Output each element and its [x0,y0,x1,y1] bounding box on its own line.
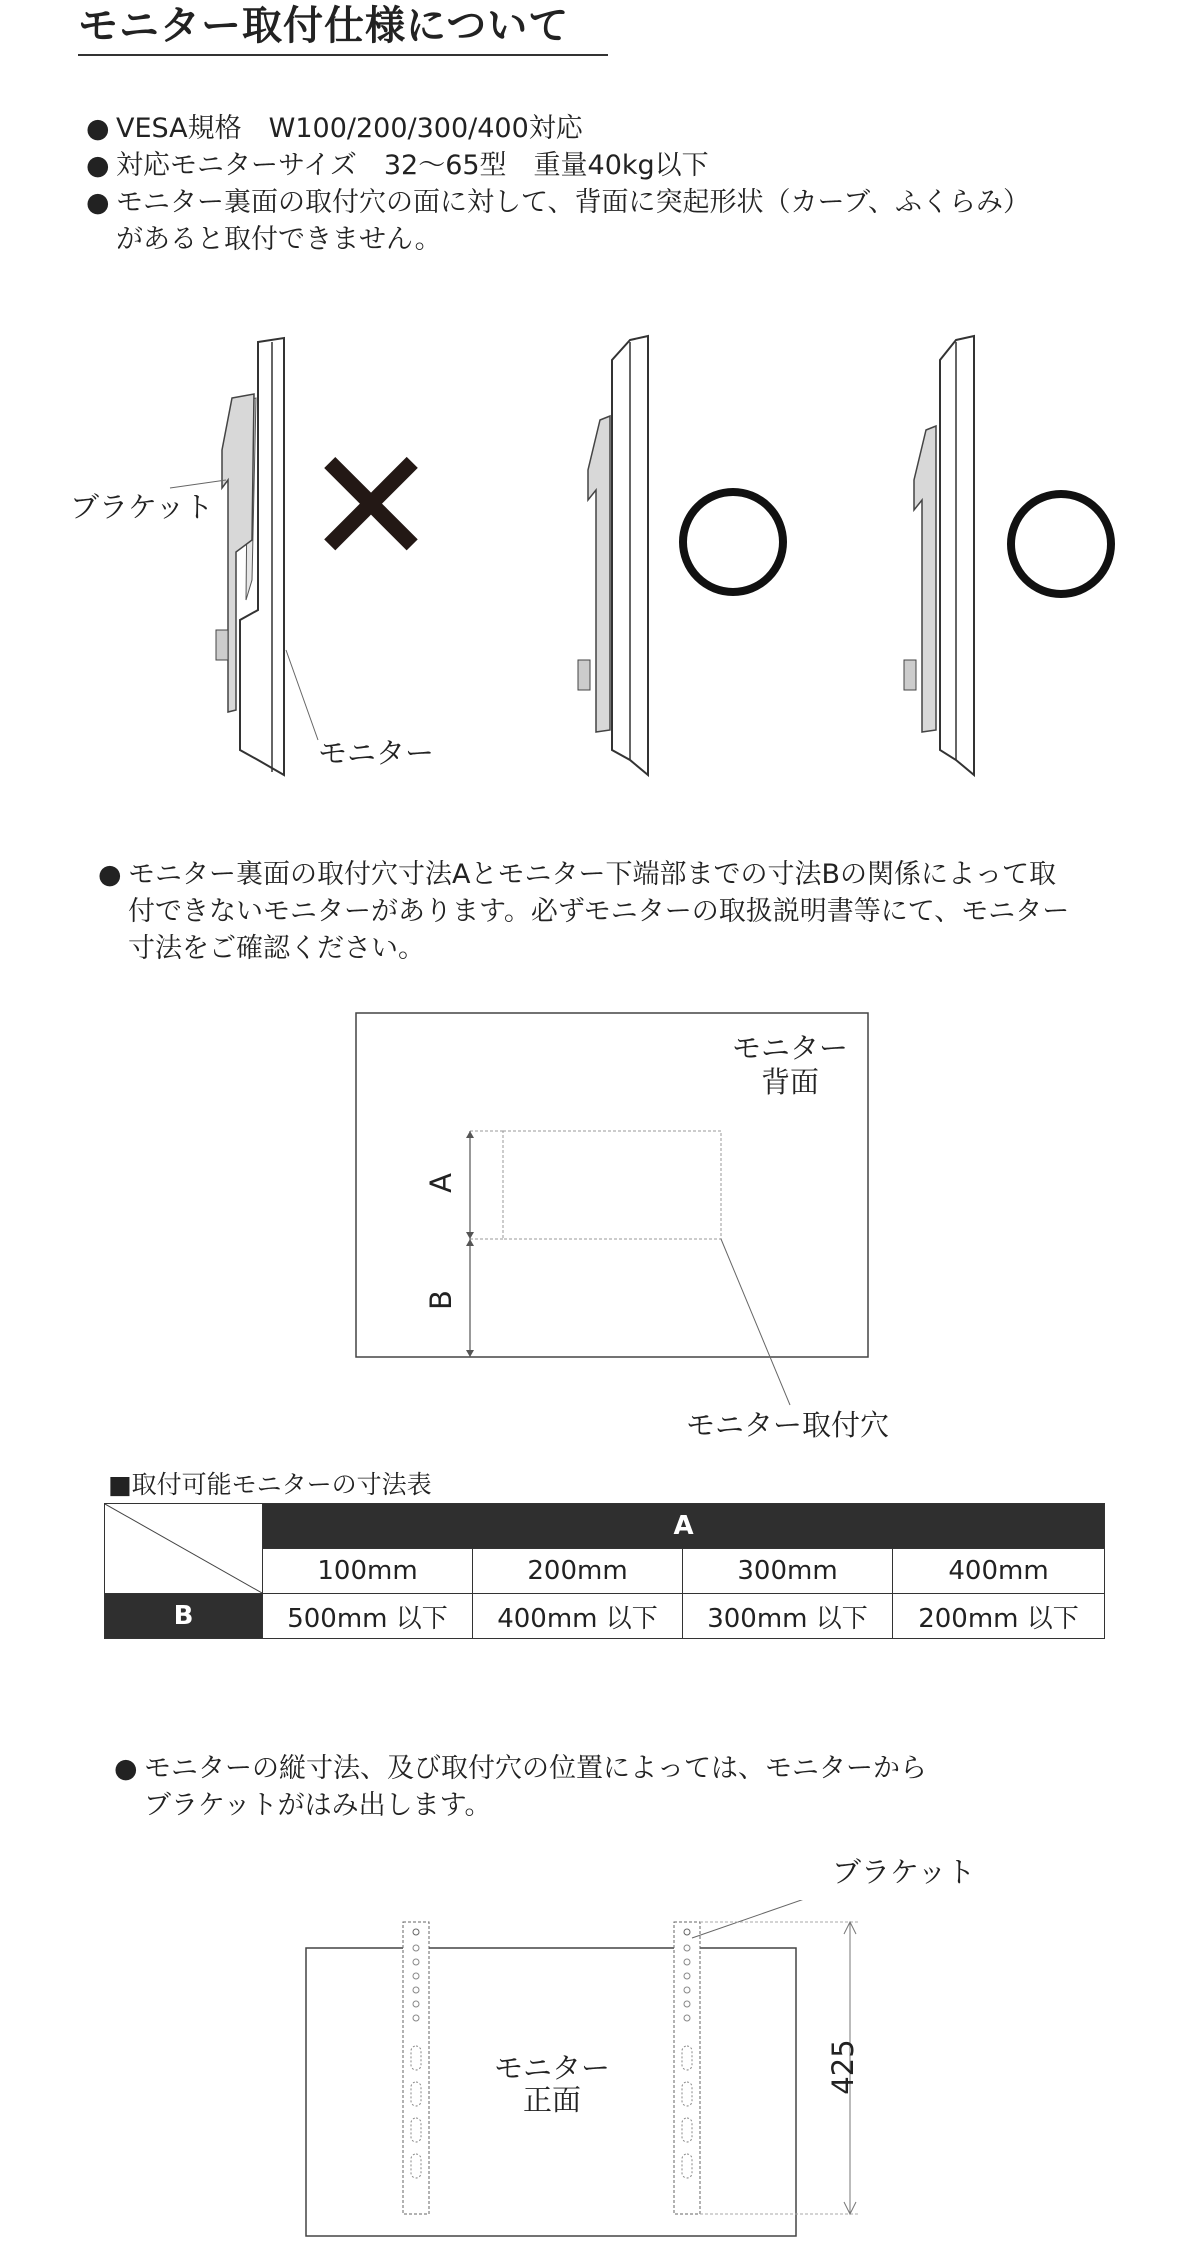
monitor-front-title-2: 正面 [522,2083,581,2117]
spec-vesa [86,110,583,147]
b-value-cell: 500mm 以下 [263,1594,473,1639]
ok-monitor-illustration-1 [578,336,648,775]
monitor-label: モニター [318,736,435,770]
ok-mark-icon-1 [683,492,783,592]
table-header-a: A [263,1504,1105,1549]
spec-size-text: 対応モニターサイズ 32～65型 重量40kg以下 [116,150,709,181]
mounting-hole-label: モニター取付穴 [686,1408,890,1442]
table-row [105,1594,1105,1639]
bullet-icon: ● [114,1753,138,1784]
ng-mark-icon: ✕ [303,412,439,600]
table-heading: ■取付可能モニターの寸法表 [108,1470,432,1499]
protrude-note-line1: モニターの縦寸法、及び取付穴の位置によっては、モニターから [144,1753,927,1784]
spec-size [86,147,709,184]
protrude-note-line2: ブラケットがはみ出します。 [144,1790,492,1821]
a-value-cell: 200mm [473,1549,683,1594]
dimension-b-label: B [424,1290,458,1310]
left-bracket [403,1922,429,2214]
note-ab-line2: 付できないモニターがあります。必ずモニターの取扱説明書等にて、モニター [128,896,1070,927]
bracket-label: ブラケット [70,490,214,524]
table-row [105,1504,1105,1549]
right-bracket [674,1922,700,2214]
note-ab-line3: 寸法をご確認ください。 [128,933,425,964]
dimension-a-label: A [424,1173,458,1193]
bullet-icon: ● [86,113,110,144]
title-underline [78,54,608,56]
a-value-cell: 100mm [263,1549,473,1594]
spec-vesa-text: VESA規格 W100/200/300/400対応 [116,113,583,144]
a-value-cell: 400mm [893,1549,1105,1594]
bullet-icon: ● [98,859,122,890]
table-corner-cell [105,1504,263,1594]
b-value-cell: 300mm 以下 [683,1594,893,1639]
note-ab [98,856,1056,893]
side-view-diagram [0,320,1200,790]
monitor-back-title-1: モニター [731,1031,848,1065]
bullet-icon: ● [86,187,110,218]
back-dimension-diagram [0,1000,1200,1460]
ok-monitor-illustration-2 [904,336,974,775]
bracket-leader-line [692,1900,836,1938]
monitor-front-title-1: モニター [493,2051,610,2085]
height-dimension-label: 425 [826,2039,860,2095]
a-value-cell: 300mm [683,1549,893,1594]
dimension-table [104,1503,1105,1639]
bullet-icon: ● [86,150,110,181]
table-header-b: B [105,1594,263,1639]
note-ab-line1: モニター裏面の取付穴寸法Aとモニター下端部までの寸法Bの関係によって取 [128,859,1056,890]
b-value-cell: 200mm 以下 [893,1594,1105,1639]
spec-curve [86,184,1030,221]
ng-monitor-illustration [170,338,318,775]
monitor-back-title-2: 背面 [760,1065,819,1099]
spec-curve-text: モニター裏面の取付穴の面に対して、背面に突起形状（カーブ、ふくらみ） [116,187,1030,218]
protrude-note [114,1750,927,1787]
b-value-cell: 400mm 以下 [473,1594,683,1639]
spec-curve-cont: があると取付できません。 [116,224,442,255]
ok-mark-icon-2 [1011,494,1111,594]
page-title: モニター取付仕様について [78,3,570,49]
front-bracket-label: ブラケット [832,1855,976,1889]
